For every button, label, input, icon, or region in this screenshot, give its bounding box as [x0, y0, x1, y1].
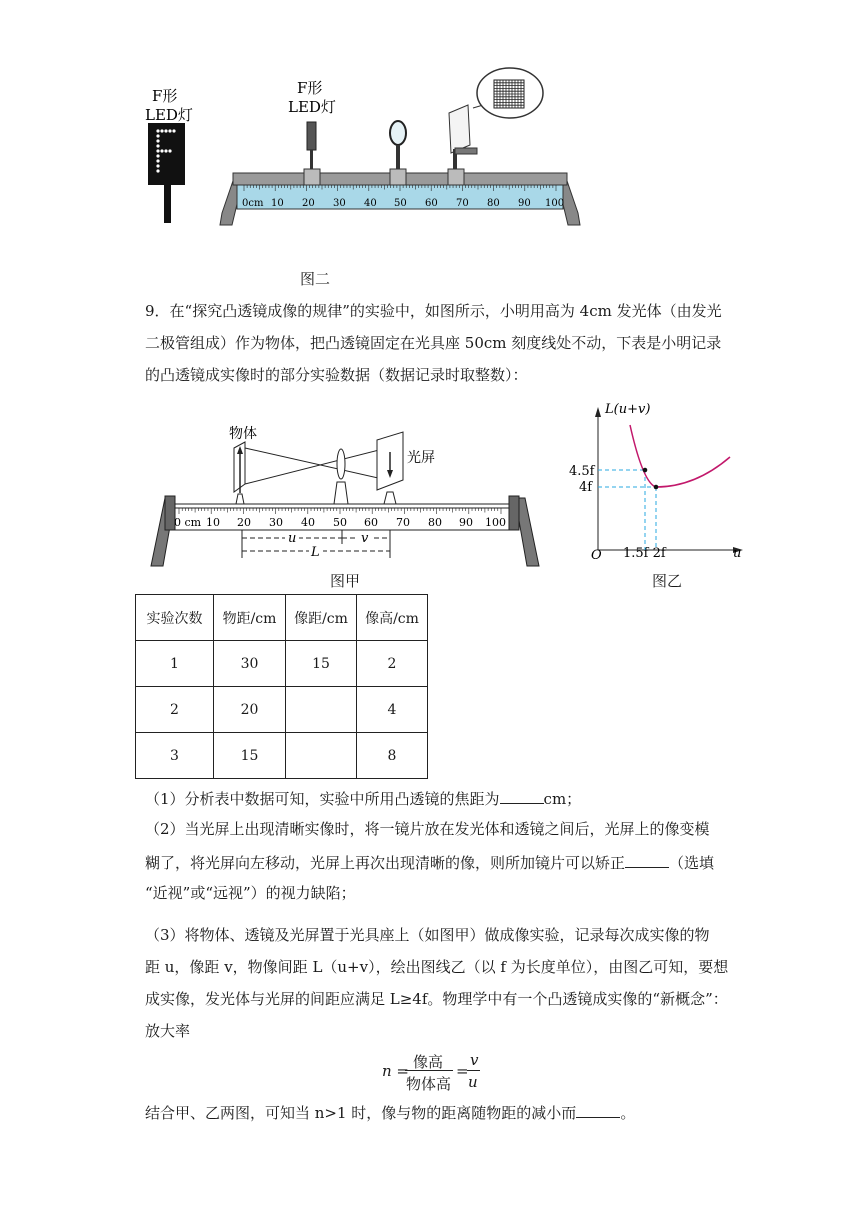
figure-yi — [565, 395, 755, 570]
jia-ruler-0: 0 cm — [174, 516, 202, 529]
jia-ruler-70: 70 — [396, 516, 410, 529]
answer-blank-2[interactable] — [625, 854, 669, 868]
table-cell: 3 — [136, 733, 214, 779]
object-label: 物体 — [229, 426, 257, 442]
led-panel — [148, 123, 185, 223]
jia-ruler-60: 60 — [364, 516, 378, 529]
figure-yi-caption: 图乙 — [652, 572, 683, 590]
led-label-2: LED灯 — [145, 106, 193, 124]
answer-blank-3[interactable] — [576, 1104, 620, 1118]
jia-ruler-10: 10 — [206, 516, 220, 529]
sub1-unit: cm； — [543, 790, 582, 808]
table-cell: 4 — [357, 687, 428, 733]
formula-fraction-bar — [405, 1070, 453, 1071]
table-header-row — [136, 595, 428, 641]
jia-ruler-20: 20 — [237, 516, 251, 529]
ruler-label-30: 30 — [333, 198, 346, 209]
jia-ruler-50: 50 — [333, 516, 347, 529]
header-cell: 物距/cm — [214, 595, 286, 641]
ruler-label-70: 70 — [456, 198, 469, 209]
ruler-label-100: 100 — [545, 198, 565, 209]
table-cell: 1 — [136, 641, 214, 687]
sub-question-3-line-4: 放大率 — [145, 1022, 191, 1040]
header-cell: 实验次数 — [136, 595, 214, 641]
table-row — [136, 641, 428, 687]
table-cell — [286, 687, 357, 733]
ruler-label-40: 40 — [364, 198, 377, 209]
led-on-stand — [304, 122, 320, 185]
table-cell: 20 — [214, 687, 286, 733]
lens-on-stand — [390, 121, 406, 185]
formula-numerator-v: v — [470, 1051, 479, 1069]
image-zoom-bubble — [473, 68, 543, 118]
sub-question-1 — [145, 790, 725, 807]
ruler-label-0: 0cm — [242, 198, 264, 209]
sub2-hint: （选填 — [669, 854, 715, 872]
table-cell — [286, 733, 357, 779]
figure-jia — [145, 418, 545, 593]
ruler-label-50: 50 — [394, 198, 407, 209]
ruler-label-60: 60 — [425, 198, 438, 209]
header-cell: 像距/cm — [286, 595, 357, 641]
sub-question-3-line-1: （3）将物体、透镜及光屏置于光具座上（如图甲）做成像实验，记录每次成实像的物 — [145, 926, 710, 944]
jia-ruler-40: 40 — [301, 516, 315, 529]
u-label: u — [288, 531, 297, 546]
led-label-4: LED灯 — [288, 98, 336, 116]
figure-2 — [140, 65, 600, 230]
y-tick-4f: 4f — [579, 480, 593, 495]
table-cell: 8 — [357, 733, 428, 779]
ruler-label-80: 80 — [487, 198, 500, 209]
sub2-text: 糊了，将光屏向左移动，光屏上再次出现清晰的像，则所加镜片可以矫正 — [145, 854, 626, 872]
final-text: 结合甲、乙两图，可知当 n>1 时，像与物的距离随物距的减小而 — [145, 1104, 577, 1122]
final-question — [145, 1104, 725, 1121]
table-cell: 15 — [214, 733, 286, 779]
question-line-2: 二极管组成）作为物体，把凸透镜固定在光具座 50cm 刻度线处不动，下表是小明记录 — [145, 334, 722, 352]
led-label-1: F形 — [152, 87, 178, 105]
formula-fraction-bar-2 — [467, 1070, 480, 1071]
table-row — [136, 733, 428, 779]
answer-blank-1[interactable] — [500, 790, 544, 804]
data-table — [135, 594, 428, 779]
lens — [334, 449, 348, 504]
point-2f — [654, 485, 659, 490]
formula-lhs: n = — [382, 1062, 409, 1080]
table-row — [136, 687, 428, 733]
question-line-1: 9．在“探究凸透镜成像的规律”的实验中，如图所示，小明用高为 4cm 发光体（由发光 — [145, 302, 722, 320]
formula-denominator: 物体高 — [406, 1075, 452, 1093]
x-ticks: 1.5f 2f — [623, 546, 666, 561]
sub-question-3-line-2: 距 u，像距 v，物像间距 L（u+v），绘出图线乙（以 f 为长度单位），由图乙可知，要想 — [145, 958, 729, 976]
y-tick-4-5f: 4.5f — [569, 464, 595, 479]
table-cell: 2 — [136, 687, 214, 733]
figure-jia-caption: 图甲 — [330, 572, 361, 590]
object-board — [234, 442, 245, 504]
table-cell: 2 — [357, 641, 428, 687]
ruler-label-10: 10 — [271, 198, 284, 209]
jia-ruler-90: 90 — [459, 516, 473, 529]
formula-denominator-u: u — [468, 1073, 478, 1091]
jia-ruler-30: 30 — [269, 516, 283, 529]
ruler-label-20: 20 — [302, 198, 315, 209]
jia-ruler-80: 80 — [428, 516, 442, 529]
formula-numerator: 像高 — [413, 1053, 444, 1071]
origin-label: O — [591, 548, 602, 563]
header-cell: 像高/cm — [357, 595, 428, 641]
x-axis-label: u — [733, 546, 742, 561]
point-1-5f — [643, 468, 648, 473]
y-axis-label: L(u+v) — [605, 402, 651, 417]
sub-question-2-line-3: “近视”或“远视”）的视力缺陷； — [145, 884, 356, 902]
formula-equals: = — [456, 1062, 469, 1080]
led-label-3: F形 — [297, 79, 323, 97]
sub1-text: （1）分析表中数据可知，实验中所用凸透镜的焦距为 — [145, 790, 500, 808]
question-line-3: 的凸透镜成实像时的部分实验数据（数据记录时取整数）： — [145, 366, 528, 384]
final-end: 。 — [620, 1104, 636, 1122]
sub-question-3-line-3: 成实像，发光体与光屏的间距应满足 L≥4f。物理学中有一个凸透镜成实像的“新概念”： — [145, 990, 728, 1008]
table-cell: 30 — [214, 641, 286, 687]
ruler-label-90: 90 — [518, 198, 531, 209]
jia-ruler-100: 100 — [485, 516, 506, 529]
L-label: L — [311, 545, 320, 560]
screen-label: 光屏 — [407, 450, 435, 466]
sub-question-2-line-2 — [145, 854, 725, 871]
v-label: v — [361, 531, 369, 546]
sub-question-2-line-1: （2）当光屏上出现清晰实像时，将一镜片放在发光体和透镜之间后，光屏上的像变模 — [145, 820, 710, 838]
figure-2-caption: 图二 — [300, 270, 331, 288]
table-cell: 15 — [286, 641, 357, 687]
screen — [377, 432, 403, 504]
